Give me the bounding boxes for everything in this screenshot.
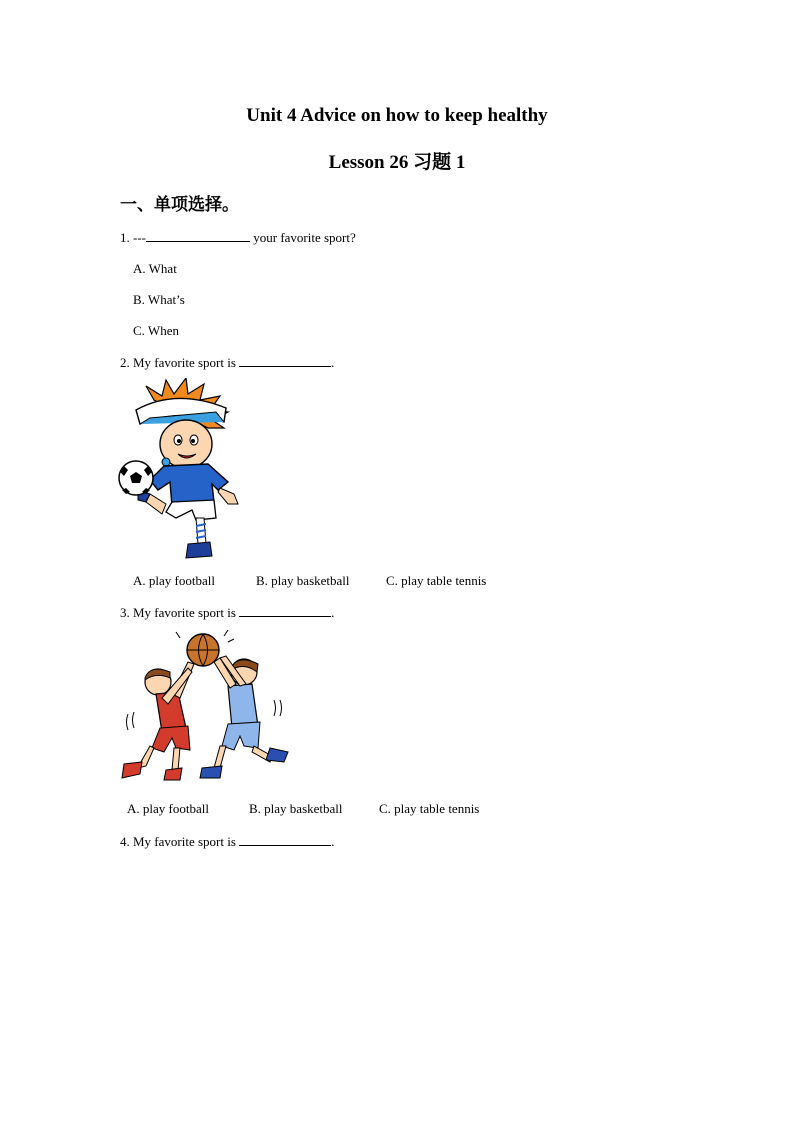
question-3 — [120, 604, 334, 621]
question-2-option-b[interactable]: B. play basketball — [256, 573, 350, 588]
section-heading: 一、单项选择。 — [120, 195, 239, 215]
question-3-option-a[interactable]: A. play football — [127, 801, 209, 816]
question-3-stem-end: . — [331, 605, 335, 620]
question-1-option-b[interactable]: B. What’s — [133, 292, 185, 307]
answer-blank-1[interactable] — [146, 229, 250, 242]
answer-blank-4[interactable] — [239, 833, 331, 846]
page-title: Unit 4 Advice on how to keep healthy — [246, 105, 548, 126]
question-1-stem-start: 1. --- — [120, 230, 146, 245]
question-3-option-b[interactable]: B. play basketball — [249, 801, 343, 816]
question-4-stem-start: 4. My favorite sport is — [120, 834, 240, 849]
question-2-stem-start: 2. My favorite sport is — [120, 355, 240, 370]
question-2-stem-end: . — [331, 355, 335, 370]
page-subtitle: Lesson 26 习题 1 — [328, 152, 466, 173]
basketball-players-illustration — [116, 628, 292, 788]
question-1 — [120, 229, 356, 246]
answer-blank-2[interactable] — [239, 354, 331, 367]
question-1-option-c[interactable]: C. When — [133, 323, 179, 338]
question-3-option-c[interactable]: C. play table tennis — [379, 801, 480, 816]
question-3-stem-start: 3. My favorite sport is — [120, 605, 240, 620]
football-player-illustration — [116, 378, 248, 564]
question-4-stem-end: . — [331, 834, 335, 849]
question-2-option-c[interactable]: C. play table tennis — [386, 573, 487, 588]
question-1-option-a[interactable]: A. What — [133, 261, 177, 276]
question-4 — [120, 833, 334, 850]
question-1-stem-end: your favorite sport? — [250, 230, 356, 245]
answer-blank-3[interactable] — [239, 604, 331, 617]
question-2-option-a[interactable]: A. play football — [133, 573, 215, 588]
question-2 — [120, 354, 334, 371]
